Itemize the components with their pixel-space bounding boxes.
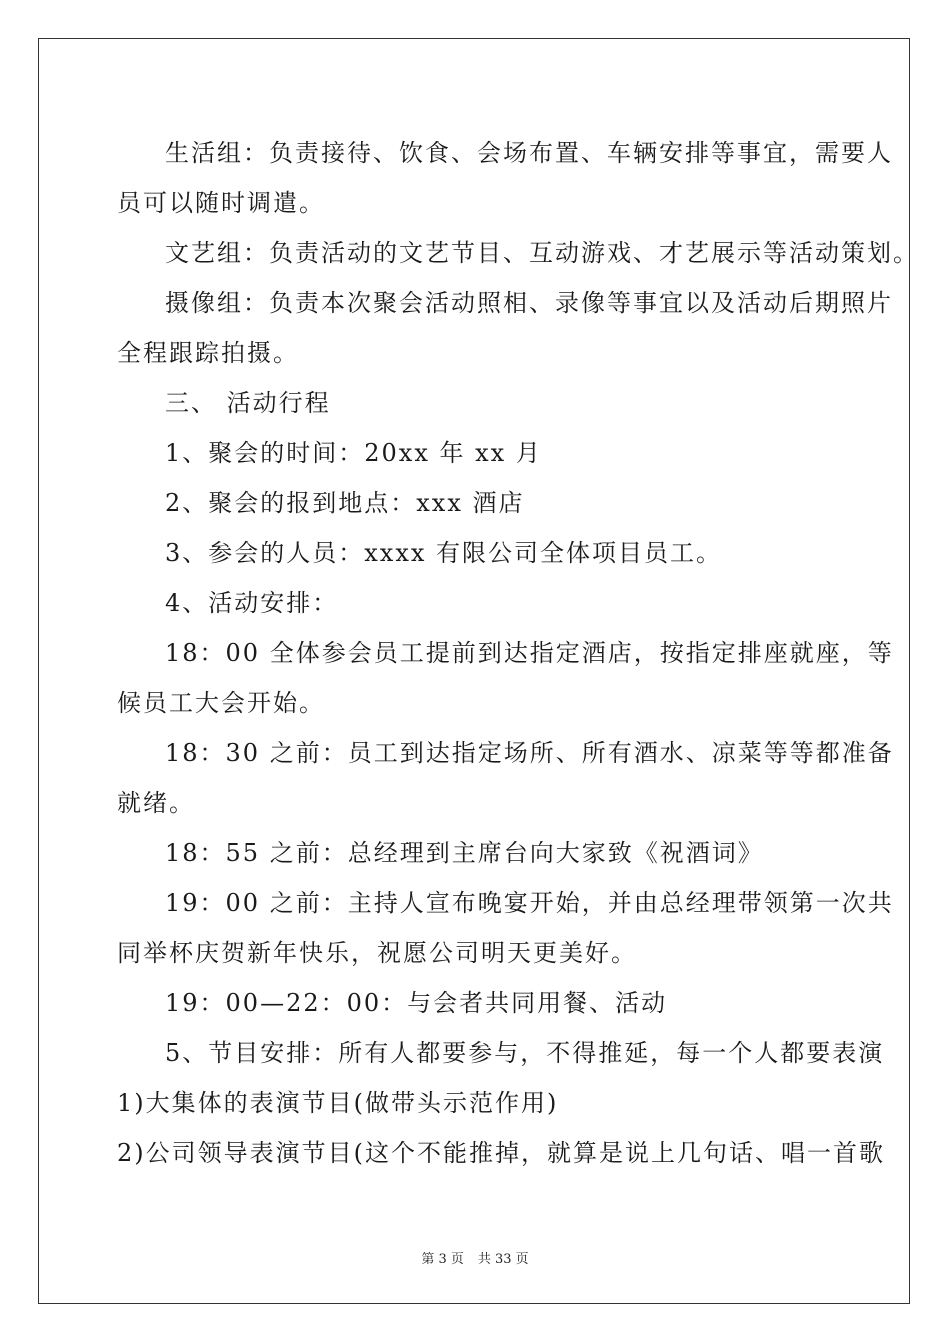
paragraph-line: 1、聚会的时间：20xx 年 xx 月 bbox=[165, 439, 542, 467]
list-item: 2)公司领导表演节目(这个不能推掉，就算是说上几句话、唱一首歌 bbox=[117, 1139, 885, 1167]
paragraph-line: 18：00 全体参会员工提前到达指定酒店，按指定排座就座，等 bbox=[165, 639, 894, 667]
paragraph-line: 就绪。 bbox=[117, 789, 195, 817]
paragraph-line: 员可以随时调遣。 bbox=[117, 189, 325, 217]
paragraph-line: 19：00—22：00：与会者共同用餐、活动 bbox=[165, 989, 668, 1017]
paragraph-line: 文艺组：负责活动的文艺节目、互动游戏、才艺展示等活动策划。 bbox=[165, 239, 919, 267]
document-body bbox=[117, 128, 919, 1178]
section-heading: 三、 活动行程 bbox=[165, 389, 331, 417]
paragraph-line: 19：00 之前：主持人宣布晚宴开始，并由总经理带领第一次共 bbox=[165, 889, 894, 917]
paragraph-line: 5、节目安排：所有人都要参与，不得推延，每一个人都要表演 bbox=[165, 1039, 885, 1067]
paragraph-line: 全程跟踪拍摄。 bbox=[117, 339, 299, 367]
page-total: 共 33 页 bbox=[477, 1252, 529, 1267]
paragraph-line: 候员工大会开始。 bbox=[117, 689, 325, 717]
paragraph-line: 18：30 之前：员工到达指定场所、所有酒水、凉菜等等都准备 bbox=[165, 739, 894, 767]
paragraph-line: 2、聚会的报到地点：xxx 酒店 bbox=[165, 489, 525, 517]
paragraph-line: 同举杯庆贺新年快乐，祝愿公司明天更美好。 bbox=[117, 939, 637, 967]
page-footer bbox=[0, 1248, 950, 1267]
paragraph-line: 摄像组：负责本次聚会活动照相、录像等事宜以及活动后期照片 bbox=[165, 289, 893, 317]
paragraph-line: 生活组：负责接待、饮食、会场布置、车辆安排等事宜，需要人 bbox=[165, 139, 893, 167]
paragraph-line: 3、参会的人员：xxxx 有限公司全体项目员工。 bbox=[165, 539, 723, 567]
paragraph-line: 4、活动安排： bbox=[165, 589, 339, 617]
page-number: 第 3 页 bbox=[421, 1252, 464, 1267]
list-item: 1)大集体的表演节目(做带头示范作用) bbox=[117, 1089, 559, 1117]
paragraph-line: 18：55 之前：总经理到主席台向大家致《祝酒词》 bbox=[165, 839, 764, 867]
